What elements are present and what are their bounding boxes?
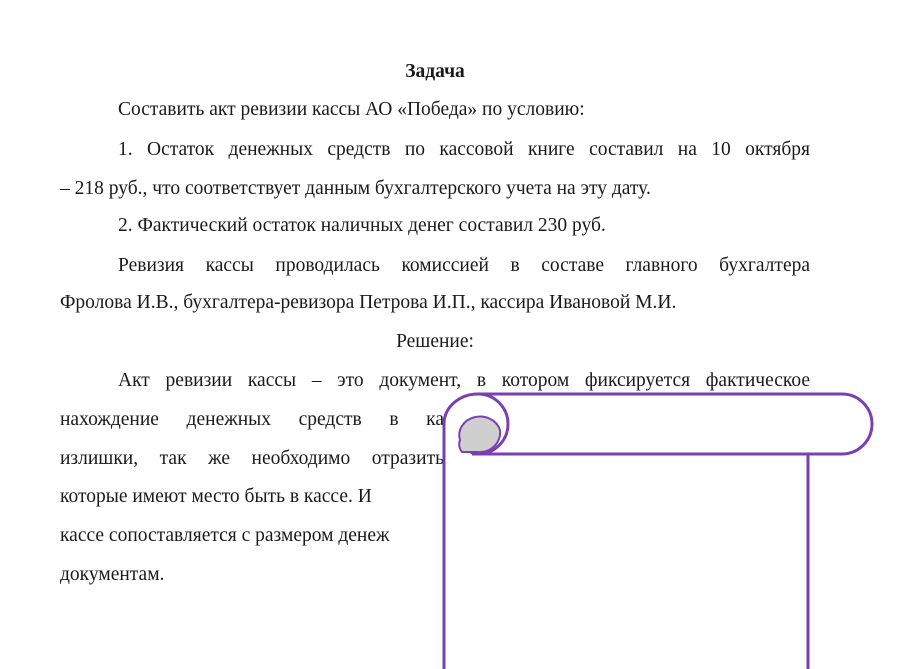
commission-line-1: Ревизия кассы проводилась комиссией в составе главного бухгалтера (118, 255, 810, 276)
scroll-curl-shadow-fill (459, 417, 500, 453)
commission-line-2: Фролова И.В., бухгалтера-ревизора Петрова И.П., кассира Ивановой М.И. (60, 292, 677, 313)
condition-1-line-1: 1. Остаток денежных средств по кассовой книге составил на 10 октября (118, 139, 810, 160)
solution-line: нахождение денежных средств в ка (60, 409, 444, 430)
condition-1-line-2: – 218 руб., что соответствует данным бухгалтерского учета на эту дату. (60, 178, 651, 199)
solution-line: документам. (60, 564, 165, 585)
solution-heading: Решение: (396, 331, 474, 352)
solution-line: излишки, так же необходимо отразить (60, 448, 444, 469)
solution-line: Акт ревизии кассы – это документ, в котором фиксируется фактическое (118, 370, 810, 391)
document-title: Задача (405, 61, 465, 82)
condition-2: 2. Фактический остаток наличных денег составил 230 руб. (118, 215, 606, 236)
task-intro: Составить акт ревизии кассы АО «Победа» по условию: (118, 99, 585, 120)
solution-line: кассе сопоставляется с размером денеж (60, 525, 390, 546)
solution-line: которые имеют место быть в кассе. И (60, 486, 372, 507)
